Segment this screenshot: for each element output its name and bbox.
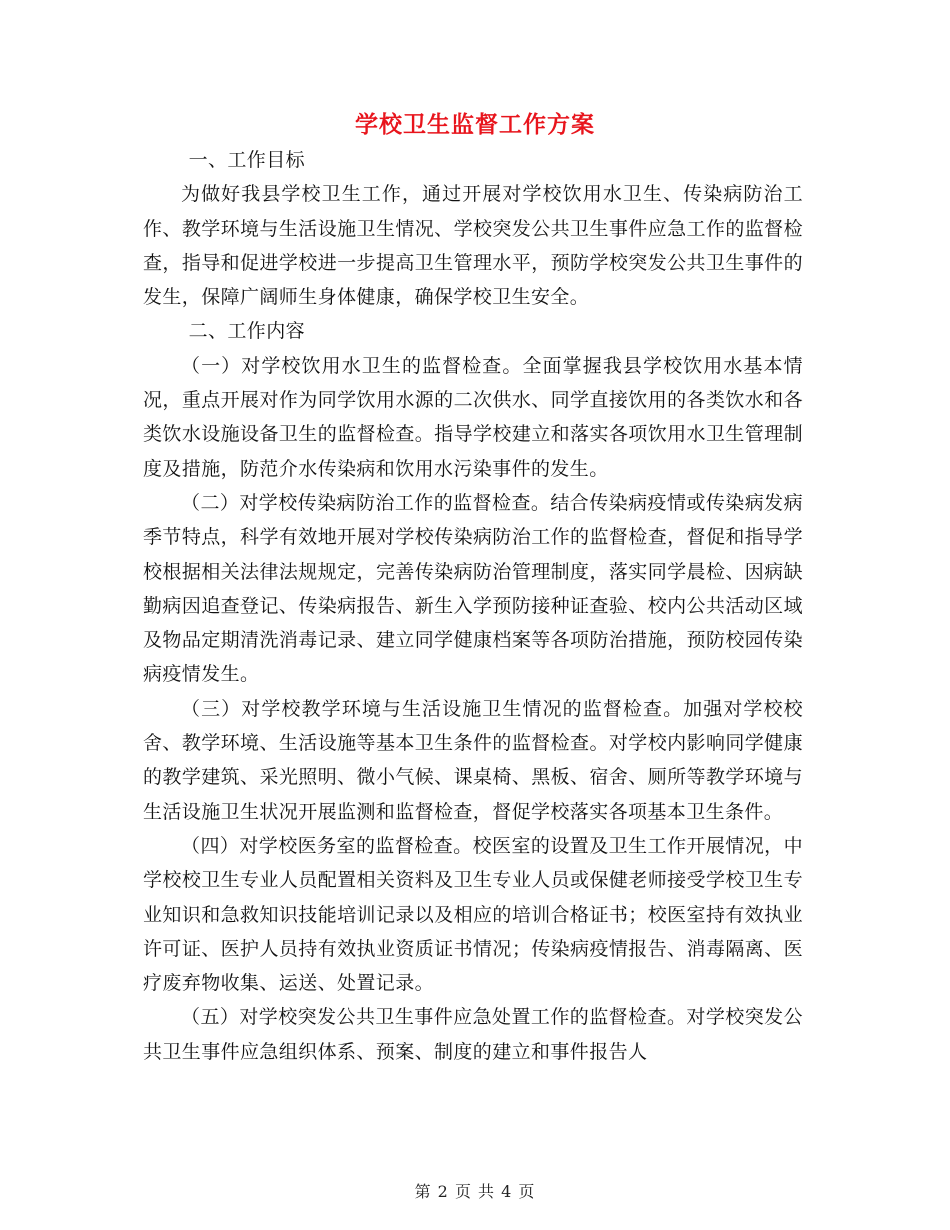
section-heading-goals: 一、工作目标 <box>188 149 305 171</box>
paragraph-emergency-response: （五）对学校突发公共卫生事件应急处置工作的监督检查。对学校突发公共卫生事件应急组织体系、预案、制度的建立和事件报告人 <box>143 1006 803 1063</box>
paragraph-drinking-water: （一）对学校饮用水卫生的监督检查。全面掌握我县学校饮用水基本情况，重点开展对作为同学饮用水源的二次供水、同学直接饮用的各类饮水和各类饮水设施设备卫生的监督检查。指导学校建立和落实各项饮用水卫生管理制度及措施，防范介水传染病和饮用水污染事件的发生。 <box>143 354 803 480</box>
section-heading-content: 二、工作内容 <box>188 320 305 343</box>
paragraph-medical-room: （四）对学校医务室的监督检查。校医室的设置及卫生工作开展情况，中学校校卫生专业人员配置相关资料及卫生专业人员或保健老师接受学校卫生专业知识和急救知识技能培训记录以及相应的培训合格证书；校医室持有效执业许可证、医护人员持有效执业资质证书情况；传染病疫情报告、消毒隔离、医疗废弃物收集、运送、处置记录。 <box>143 834 803 995</box>
page-number: 第 2 页 共 4 页 <box>414 1182 536 1201</box>
document-title: 学校卫生监督工作方案 <box>355 111 595 138</box>
paragraph-teaching-environment: （三）对学校教学环境与生活设施卫生情况的监督检查。加强对学校校舍、教学环境、生活设施等基本卫生条件的监督检查。对学校内影响同学健康的教学建筑、采光照明、微小气候、课桌椅、黑板、宿舍、厕所等教学环境与生活设施卫生状况开展监测和监督检查，督促学校落实各项基本卫生条件。 <box>143 697 803 823</box>
paragraph-goals: 为做好我县学校卫生工作，通过开展对学校饮用水卫生、传染病防治工作、教学环境与生活设施卫生情况、学校突发公共卫生事件应急工作的监督检查，指导和促进学校进一步提高卫生管理水平，预防学校突发公共卫生事件的发生，保障广阔师生身体健康，确保学校卫生安全。 <box>143 183 803 309</box>
document-body <box>143 143 803 1069</box>
paragraph-infectious-disease: （二）对学校传染病防治工作的监督检查。结合传染病疫情或传染病发病季节特点，科学有效地开展对学校传染病防治工作的监督检查，督促和指导学校根据相关法律法规规定，完善传染病防治管理制度，落实同学晨检、因病缺勤病因追查登记、传染病报告、新生入学预防接种证查验、校内公共活动区域及物品定期清洗消毒记录、建立同学健康档案等各项防治措施，预防校园传染病疫情发生。 <box>143 491 803 686</box>
